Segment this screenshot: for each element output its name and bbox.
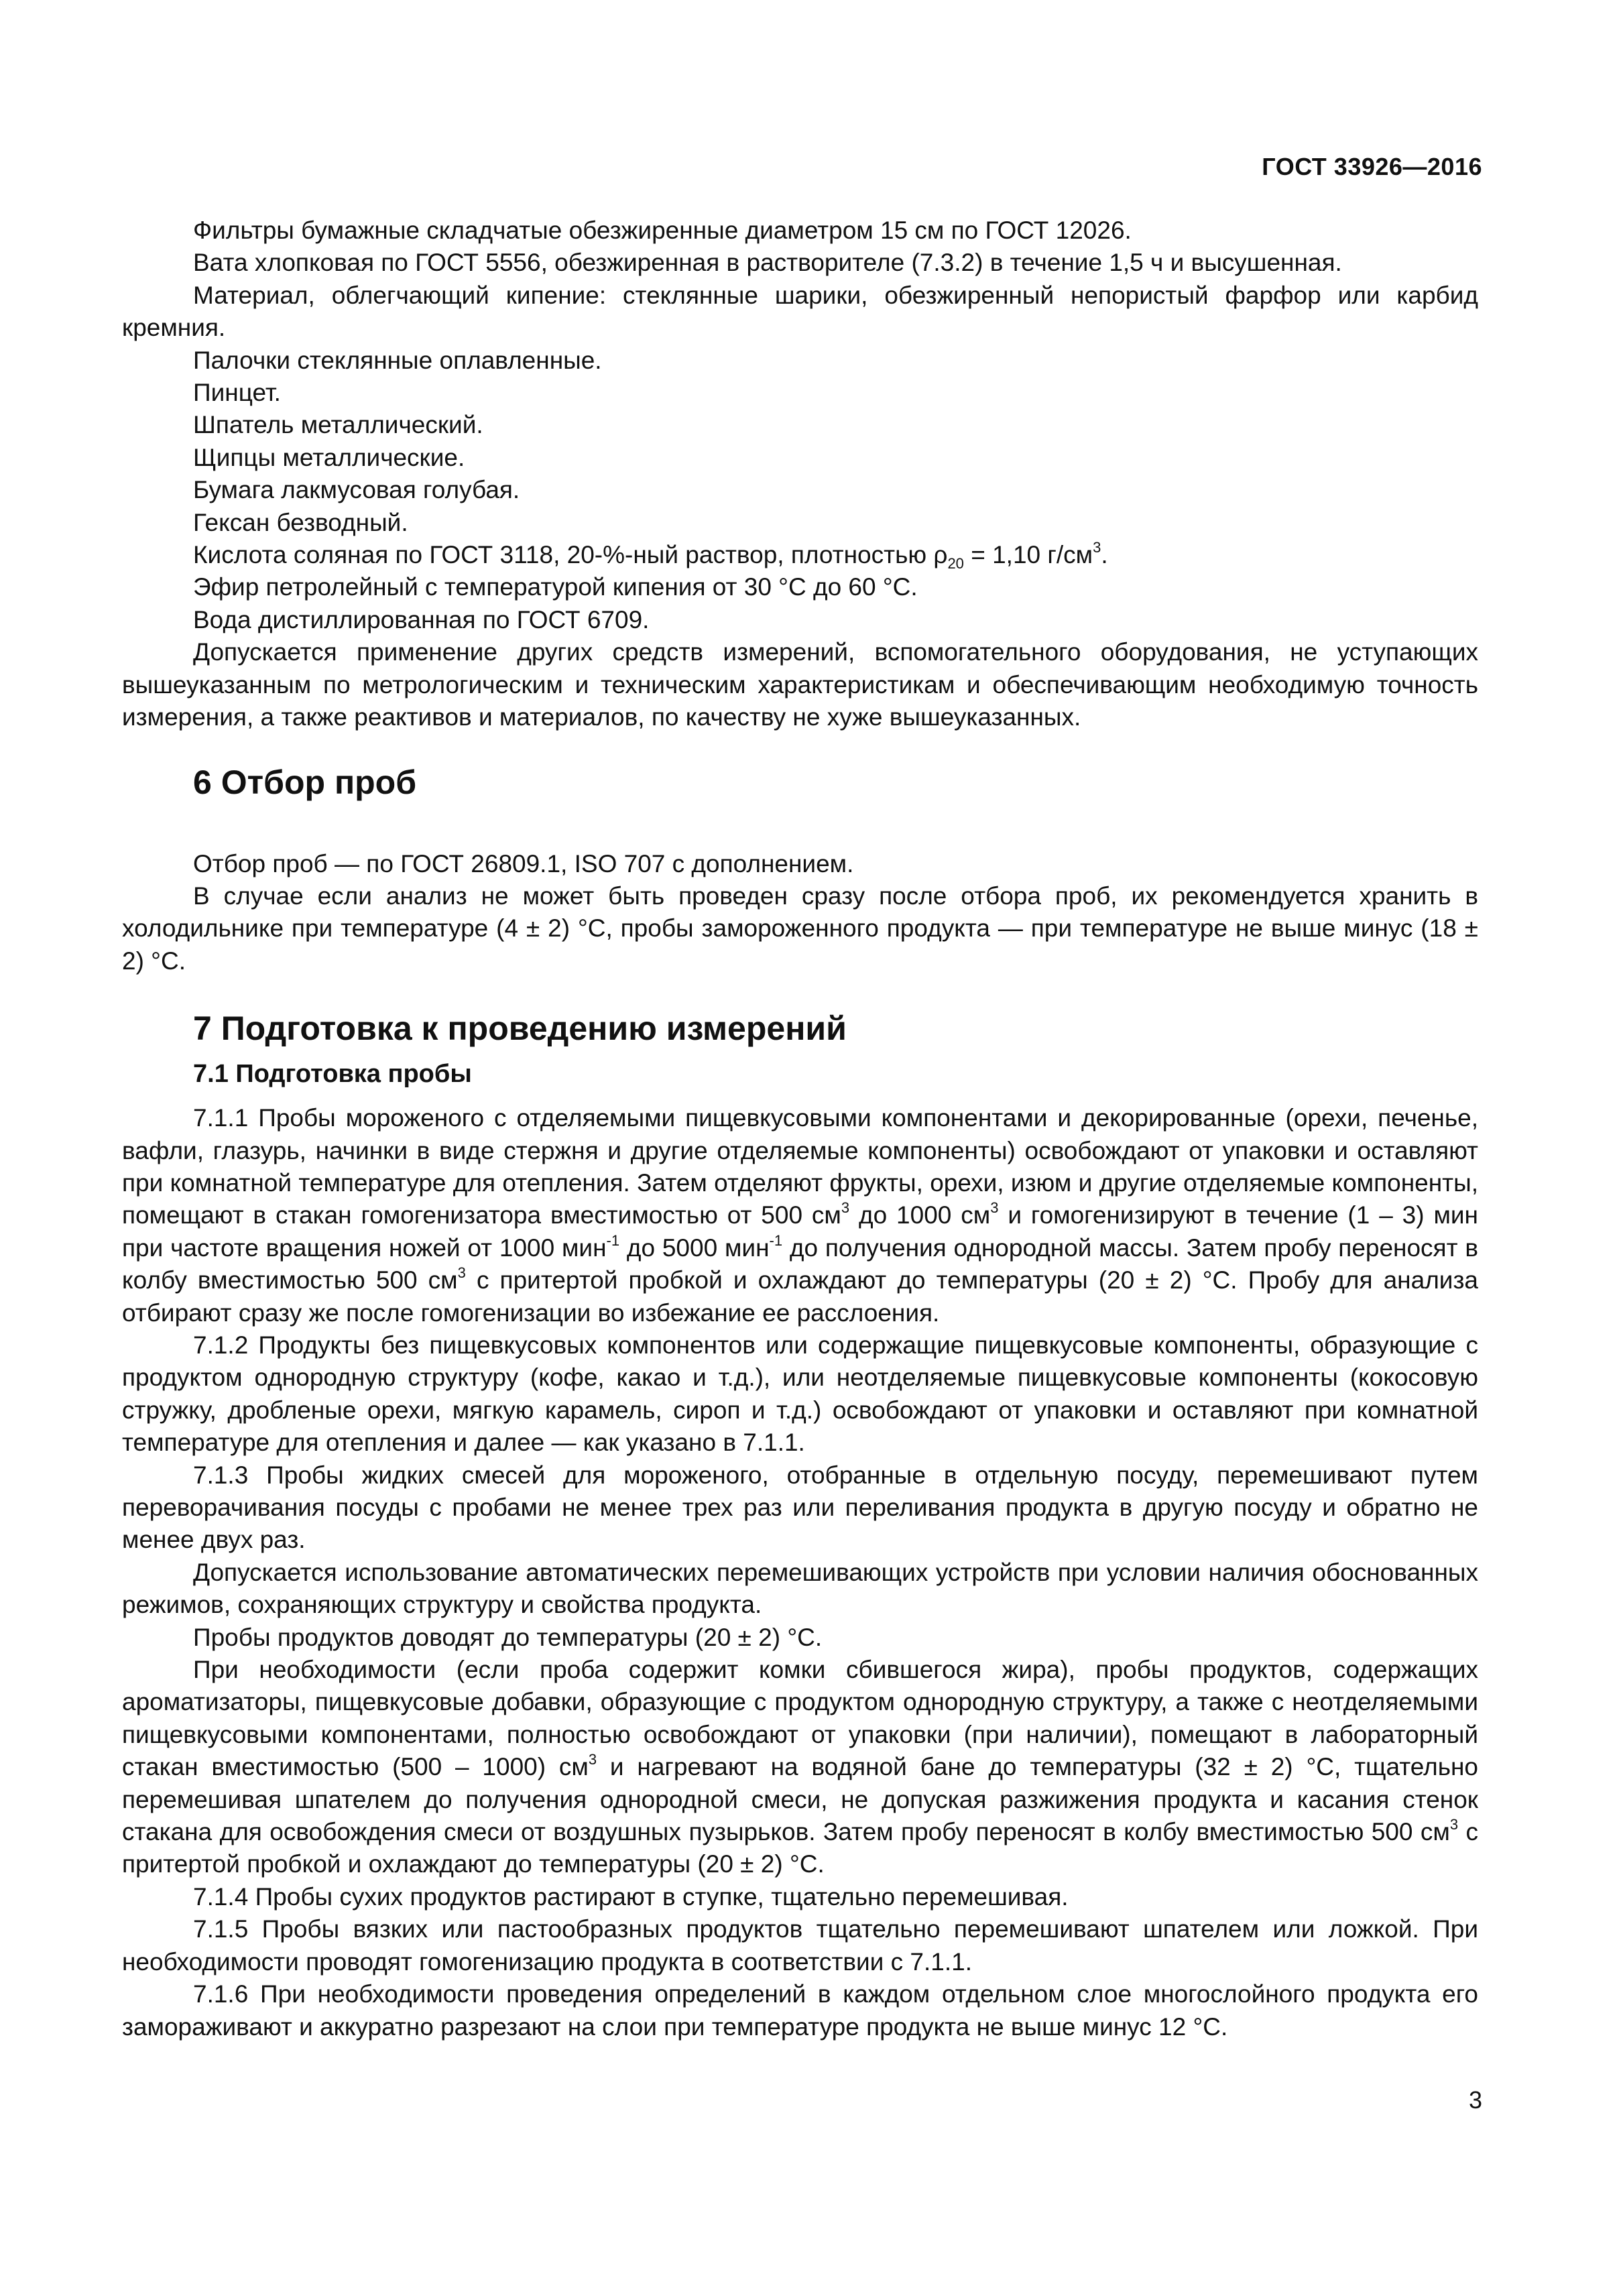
text-run: с притертой пробкой и охлаждают до температуры (20 ± 2) °С. bbox=[122, 1818, 1478, 1878]
paragraph-equivalents: Допускается применение других средств измерений, вспомогательного оборудования, не уступающих вышеуказанным по метрологическим и техническим характеристикам и обеспечивающим необходимую точность измерения, а также реактивов и материалов, по качеству не хуже вышеуказанных. bbox=[122, 638, 1478, 731]
text-run: . bbox=[1101, 541, 1108, 569]
text-run: 7.1.1 Пробы мороженого с отделяемыми пищевкусовыми компонентами и декорированные (орехи, печенье, вафли, глазурь, начинки в виде стержня и другие отделяемые компоненты) освобождают от упаковки и оставляют при комнатной температуре для отепления. Затем отделяют фрукты, орехи, изюм и другие отделяемые компоненты, помещают в стакан гомогенизатора вместимостью от 500 см bbox=[122, 1104, 1478, 1229]
paragraph-7-1-6: 7.1.6 При необходимости проведения определений в каждом отдельном слое многослойного продукта его замораживают и аккуратно разрезают на слои при температуре продукта не выше минус 12 °С. bbox=[122, 1980, 1478, 2041]
superscript: 3 bbox=[457, 1264, 466, 1282]
list-item-distilled-water: Вода дистиллированная по ГОСТ 6709. bbox=[193, 605, 650, 633]
page-number: 3 bbox=[1468, 2086, 1482, 2114]
list-item-tweezers: Пинцет. bbox=[193, 379, 281, 407]
text-run: и гомогенизируют в течение (1 – 3) мин при частоте вращения ножей от 1000 мин bbox=[122, 1201, 1478, 1262]
superscript: -1 bbox=[769, 1231, 783, 1249]
paragraph-7-1-1 bbox=[122, 1102, 1478, 1329]
text-run: с притертой пробкой и охлаждают до температуры (20 ± 2) °С. Пробу для анализа отбирают сразу же после гомогенизации во избежание ее расслоения. bbox=[122, 1266, 1478, 1327]
superscript: 3 bbox=[588, 1751, 597, 1768]
text-run: Кислота соляная по ГОСТ 3118, 20-%-ный раствор, плотностью ρ bbox=[193, 541, 948, 569]
subsection-heading-7-1: 7.1 Подготовка пробы bbox=[193, 1060, 472, 1089]
document-body bbox=[122, 215, 1478, 2043]
paragraph-7-1-3: 7.1.3 Пробы жидких смесей для мороженого, отобранные в отдельную посуду, перемешивают путем переворачивания посуды с пробами не менее трех раз или переливания продукта в другую посуду и обратно не менее двух раз. bbox=[122, 1461, 1478, 1554]
superscript: -1 bbox=[606, 1231, 620, 1249]
paragraph-7-1-3-temperature: Пробы продуктов доводят до температуры (20 ± 2) °С. bbox=[193, 1623, 823, 1651]
paragraph-sampling: Отбор проб — по ГОСТ 26809.1, ISO 707 с дополнением. bbox=[193, 849, 854, 878]
list-item-spatula: Шпатель металлический. bbox=[193, 411, 483, 439]
text-run: При необходимости (если проба содержит комки сбившегося жира), пробы продуктов, содержащих ароматизаторы, пищевкусовые добавки, образующие с продуктом однородную структуру, а также с неотделяемыми пищевкусовыми компонентами, полностью освобождают от упаковки (при наличии), помещают в лабораторный стакан вместимостью (500 – 1000) см bbox=[122, 1656, 1478, 1781]
paragraph-7-1-4: 7.1.4 Пробы сухих продуктов растирают в ступке, тщательно перемешивая. bbox=[193, 1882, 1069, 1911]
paragraph-7-1-3-heating bbox=[122, 1654, 1478, 1881]
list-item-hexane: Гексан безводный. bbox=[193, 508, 408, 536]
text-run: = 1,10 г/см bbox=[963, 541, 1093, 569]
superscript: 3 bbox=[1449, 1816, 1459, 1833]
list-item-hydrochloric-acid bbox=[122, 539, 1478, 571]
list-item-boiling-aid: Материал, облегчающий кипение: стеклянные шарики, обезжиренный непористый фарфор или карбид кремния. bbox=[122, 281, 1478, 342]
list-item-filters: Фильтры бумажные складчатые обезжиренные диаметром 15 см по ГОСТ 12026. bbox=[193, 217, 1132, 244]
subscript: 20 bbox=[947, 555, 964, 572]
document-id-header: ГОСТ 33926—2016 bbox=[1262, 153, 1482, 180]
text-run: до 5000 мин bbox=[619, 1233, 770, 1262]
list-item-petroleum-ether: Эфир петролейный с температурой кипения от 30 °С до 60 °С. bbox=[193, 573, 918, 601]
paragraph-7-1-2: 7.1.2 Продукты без пищевкусовых компонентов или содержащие пищевкусовые компоненты, образующие с продуктом однородную структуру (кофе, какао и т.д.), или неотделяемые пищевкусовые компоненты (кокосовую стружку, дробленые орехи, мягкую карамель, сироп и т.д.) освобождают от упаковки и оставляют при комнатной температуре для отепления и далее — как указано в 7.1.1. bbox=[122, 1331, 1478, 1457]
text-run: до получения однородной массы. Затем пробу переносят в колбу вместимостью 500 см bbox=[122, 1233, 1478, 1294]
text-run: до 1000 см bbox=[849, 1201, 991, 1229]
list-item-glass-rods: Палочки стеклянные оплавленные. bbox=[193, 346, 602, 374]
paragraph-7-1-3-automatic: Допускается использование автоматических перемешивающих устройств при условии наличия обоснованных режимов, сохраняющих структуру и свойства продукта. bbox=[122, 1558, 1478, 1619]
list-item-litmus-paper: Бумага лакмусовая голубая. bbox=[193, 476, 520, 504]
list-item-cotton: Вата хлопковая по ГОСТ 5556, обезжиренная в растворителе (7.3.2) в течение 1,5 ч и высушенная. bbox=[193, 249, 1342, 277]
superscript: 3 bbox=[841, 1199, 850, 1217]
list-item-tongs: Щипцы металлические. bbox=[193, 443, 465, 471]
paragraph-7-1-5: 7.1.5 Пробы вязких или пастообразных продуктов тщательно перемешивают шпателем или ложкой. При необходимости проводят гомогенизацию продукта в соответствии с 7.1.1. bbox=[122, 1915, 1478, 1976]
text-run: и нагревают на водяной бане до температуры (32 ± 2) °С, тщательно перемешивая шпателем до получения однородной смеси, не допуская разжижения продукта и касания стенок стакана для освобождения смеси от воздушных пузырьков. Затем пробу переносят в колбу вместимостью 500 см bbox=[122, 1753, 1478, 1846]
section-heading-7: 7 Подготовка к проведению измерений bbox=[193, 1010, 847, 1048]
section-heading-6: 6 Отбор проб bbox=[193, 763, 417, 801]
superscript: 3 bbox=[1093, 539, 1101, 556]
superscript: 3 bbox=[990, 1199, 999, 1217]
paragraph-storage: В случае если анализ не может быть проведен сразу после отбора проб, их рекомендуется хранить в холодильнике при температуре (4 ± 2) °С, пробы замороженного продукта — при температуре не выше минус (18 ± 2) °С. bbox=[122, 882, 1478, 975]
